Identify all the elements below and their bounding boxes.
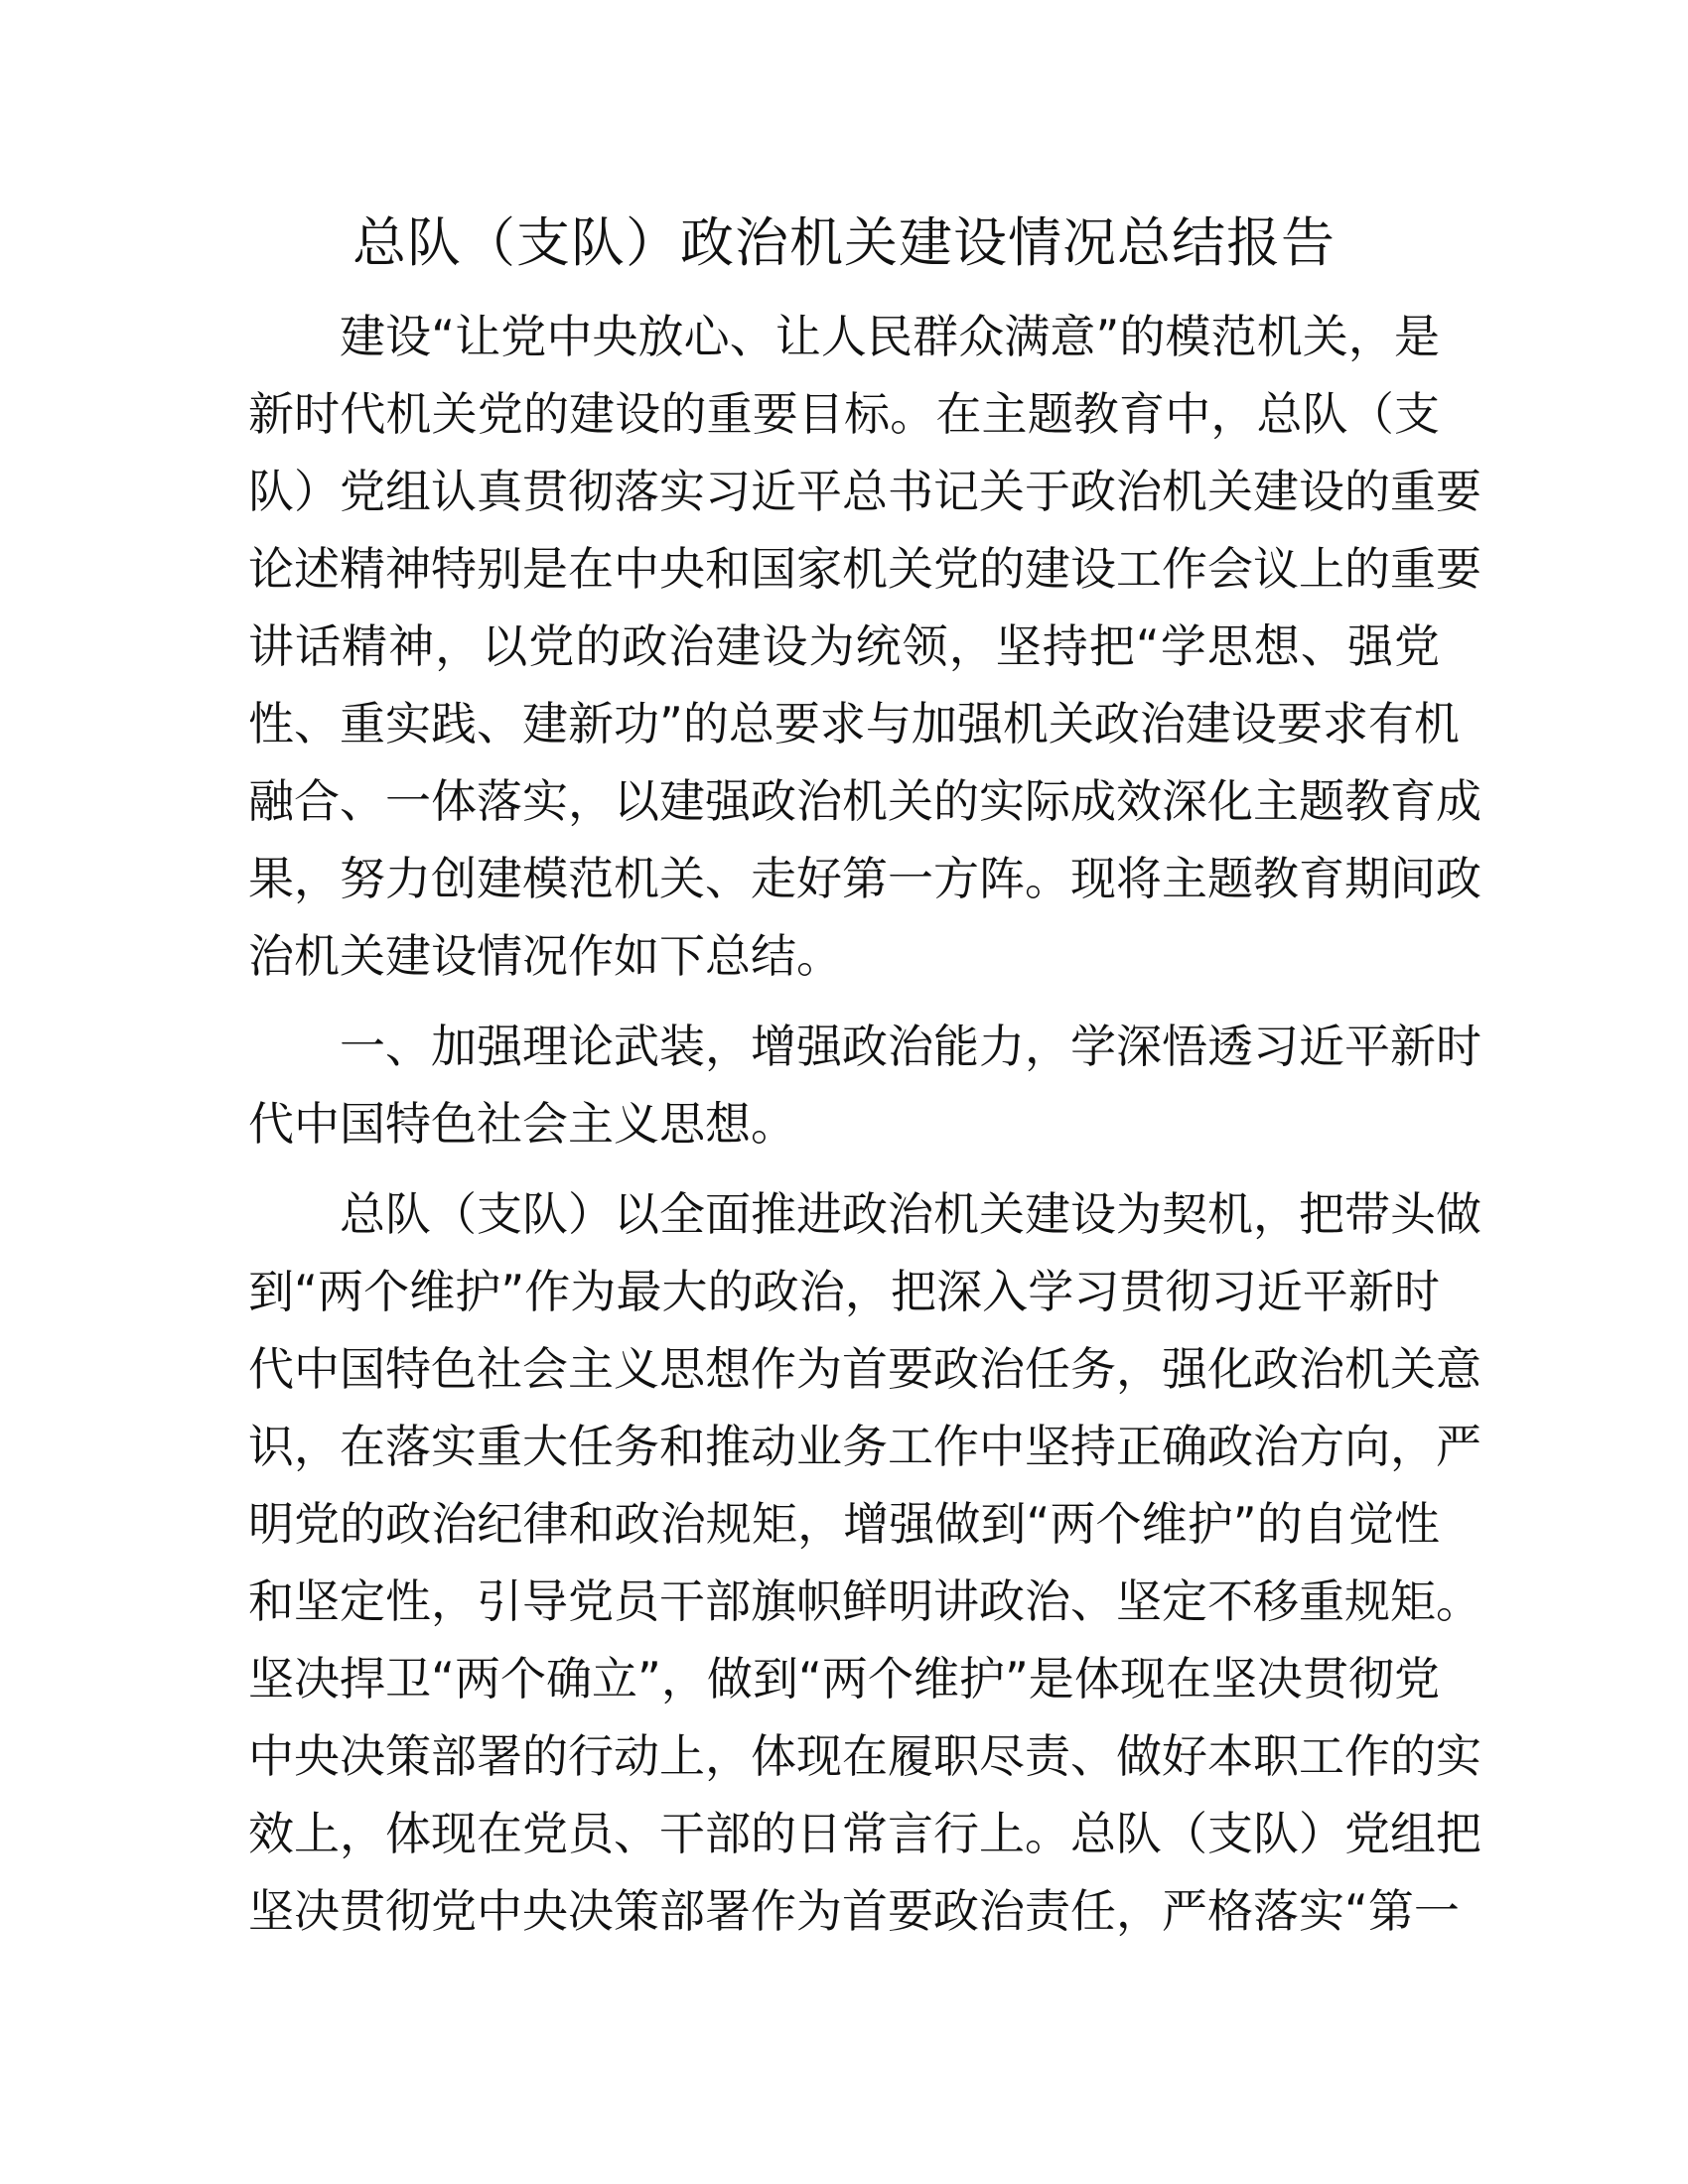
- section-heading-line: 一、加强理论武装，增强政治能力，学深悟透习近平新时: [340, 1020, 1481, 1073]
- document-body: [248, 298, 1481, 1950]
- text-line: 明党的政治纪律和政治规矩，增强做到“两个维护”的自觉性: [248, 1497, 1440, 1551]
- paragraph-section-heading: [248, 1008, 1481, 1162]
- text-line: 中央决策部署的行动上，体现在履职尽责、做好本职工作的实: [248, 1729, 1481, 1783]
- text-line: 坚决贯彻党中央决策部署作为首要政治责任，严格落实“第一: [248, 1884, 1460, 1938]
- text-line: 代中国特色社会主义思想作为首要政治任务，强化政治机关意: [248, 1342, 1481, 1396]
- text-line: 果，努力创建模范机关、走好第一方阵。现将主题教育期间政: [248, 852, 1481, 905]
- document-title: 总队（支队）政治机关建设情况总结报告: [352, 211, 1336, 274]
- text-line: 融合、一体落实，以建强政治机关的实际成效深化主题教育成: [248, 774, 1481, 828]
- text-line: 坚决捍卫“两个确立”，做到“两个维护”是体现在坚决贯彻党: [248, 1652, 1440, 1706]
- text-line: 总队（支队）以全面推进政治机关建设为契机，把带头做: [340, 1187, 1481, 1241]
- paragraph-intro: [248, 298, 1481, 995]
- text-line: 效上，体现在党员、干部的日常言行上。总队（支队）党组把: [248, 1807, 1481, 1860]
- text-line: 论述精神特别是在中央和国家机关党的建设工作会议上的重要: [248, 542, 1481, 596]
- text-line: 到“两个维护”作为最大的政治，把深入学习贯彻习近平新时: [248, 1265, 1440, 1318]
- text-line: 和坚定性，引导党员干部旗帜鲜明讲政治、坚定不移重规矩。: [248, 1574, 1481, 1628]
- paragraph-body: [248, 1175, 1481, 1950]
- text-line: 治机关建设情况作如下总结。: [248, 929, 842, 983]
- text-line: 新时代机关党的建设的重要目标。在主题教育中，总队（支: [248, 387, 1440, 441]
- text-line: 讲话精神，以党的政治建设为统领，坚持把“学思想、强党: [248, 619, 1440, 673]
- text-line: 识，在落实重大任务和推动业务工作中坚持正确政治方向，严: [248, 1420, 1481, 1473]
- text-line: 队）党组认真贯彻落实习近平总书记关于政治机关建设的重要: [248, 465, 1481, 518]
- section-heading-line: 代中国特色社会主义思想。: [248, 1097, 796, 1151]
- text-line: 性、重实践、建新功”的总要求与加强机关政治建设要求有机: [248, 697, 1460, 751]
- text-line: 建设“让党中央放心、让人民群众满意”的模范机关，是: [340, 310, 1440, 363]
